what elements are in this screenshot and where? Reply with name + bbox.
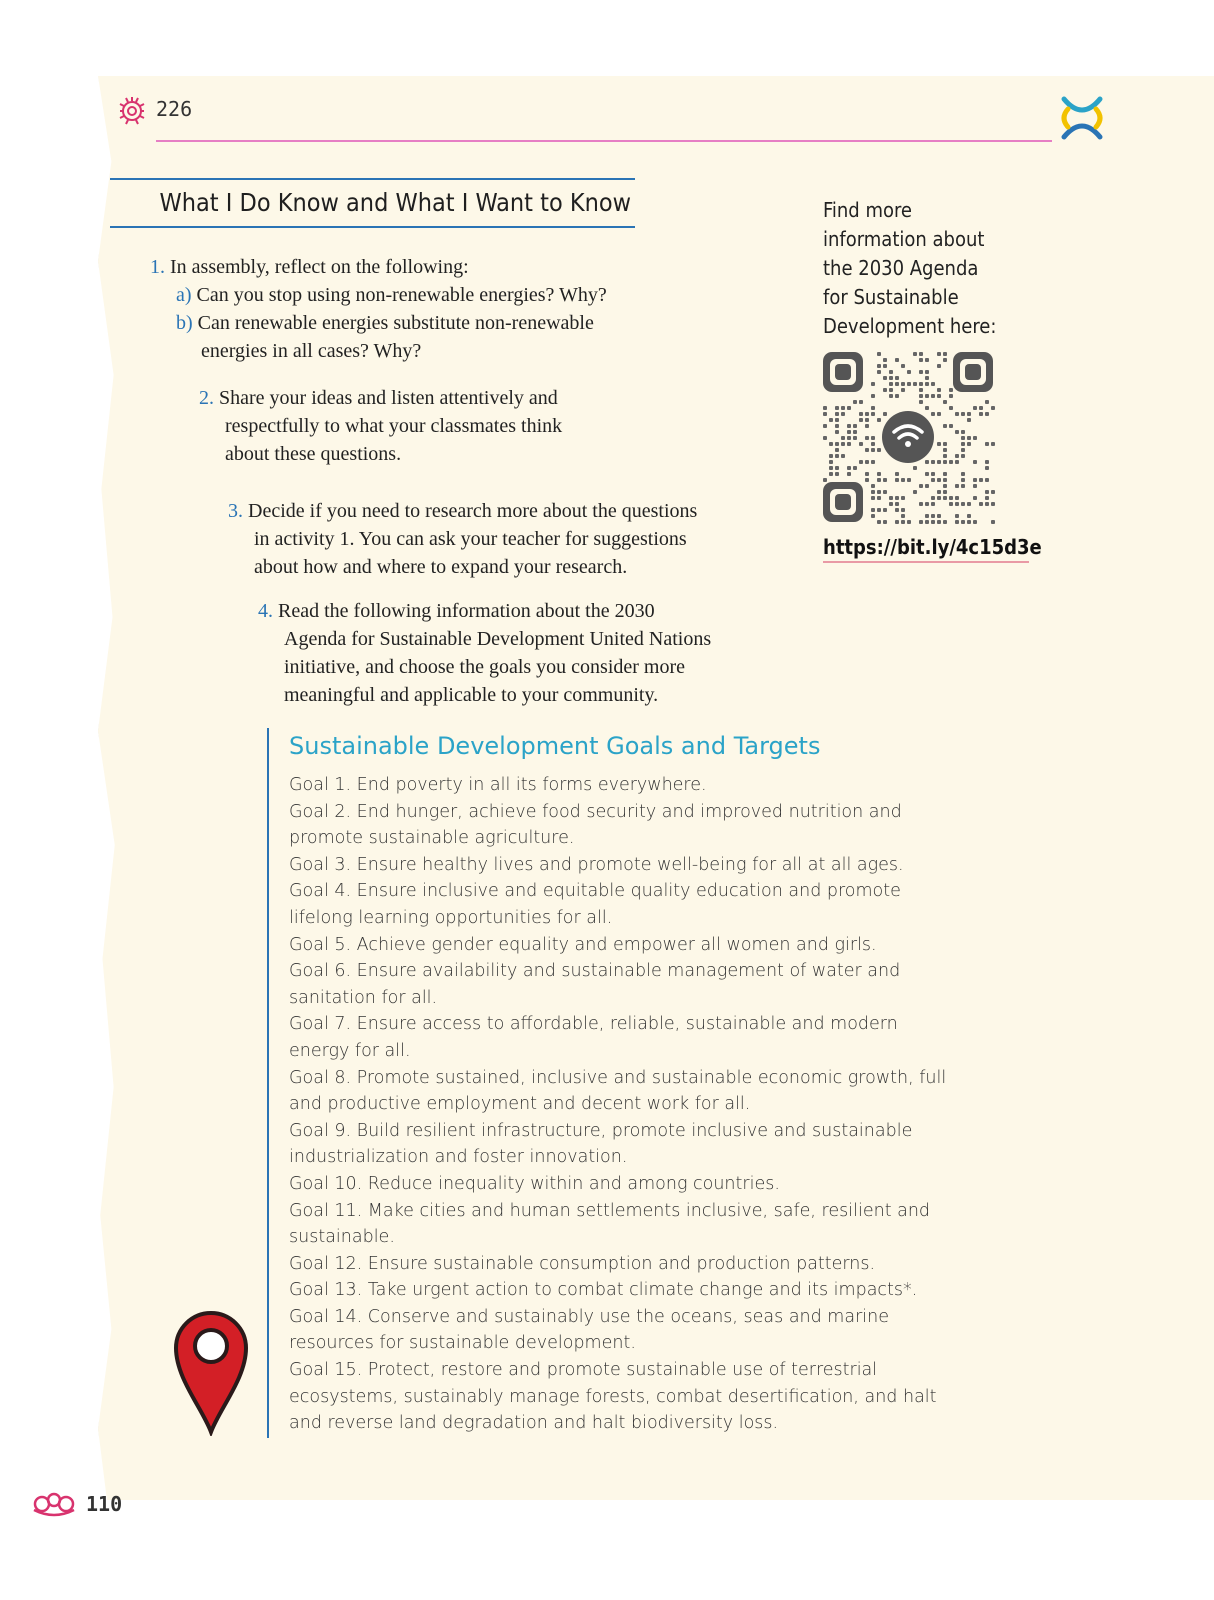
question-number: 4. (258, 600, 273, 622)
question-number: 2. (199, 387, 214, 409)
goal-line: Goal 12. Ensure sustainable consumption and production patterns. (289, 1253, 876, 1274)
goal-line: Goal 6. Ensure availability and sustainable management of water and (289, 961, 901, 982)
goal-line: Goal 10. Reduce inequality within and among countries. (289, 1173, 780, 1194)
subitem-b: b) Can renewable energies substitute non-renewable (176, 312, 594, 334)
question-text: In assembly, reflect on the following: (170, 256, 469, 278)
question-1 (150, 253, 670, 365)
section-heading-box (110, 178, 635, 228)
goal-line: and reverse land degradation and halt biodiversity loss. (289, 1413, 779, 1434)
qr-code-icon[interactable] (821, 350, 995, 524)
question-number: 1. (150, 256, 165, 278)
header-rule (156, 140, 1052, 142)
goals-title: Sustainable Development Goals and Targets (289, 732, 821, 760)
map-pin-icon (172, 1308, 250, 1436)
section-title: What I Do Know and What I Want to Know (159, 188, 631, 217)
aztec-sun-icon (118, 96, 146, 126)
decorative-ornament-icon (32, 1490, 76, 1518)
goal-line: ecosystems, sustainably manage forests, combat desertification, and halt (289, 1386, 937, 1407)
goal-line: energy for all. (289, 1040, 411, 1061)
goal-line: Goal 11. Make cities and human settlements inclusive, safe, resilient and (289, 1200, 931, 1221)
question-3: 3. Decide if you need to research more about the questions in activity 1. You can ask your teacher for suggestions about how and where to expand your research. (228, 500, 698, 578)
goal-line: sustainable. (289, 1227, 395, 1248)
goal-line: Goal 13. Take urgent action to combat climate change and its impacts*. (289, 1280, 918, 1301)
question-number: 3. (228, 500, 243, 522)
subitem-a: a) Can you stop using non-renewable energies? Why? (176, 284, 607, 306)
sidebar-note: Find more information about the 2030 Agenda for Sustainable Development here: (823, 198, 997, 338)
goal-line: Goal 5. Achieve gender equality and empower all women and girls. (289, 934, 877, 955)
question-2: 2. Share your ideas and listen attentively and respectfully to what your classmates think about these questions. (199, 387, 563, 465)
subitem-b-continued: energies in all cases? Why? (201, 340, 422, 362)
goal-line: Goal 2. End hunger, achieve food security and improved nutrition and (289, 801, 902, 822)
qr-link[interactable]: https://bit.ly/4c15d3e (823, 535, 1029, 563)
question-4: 4. Read the following information about the 2030 Agenda for Sustainable Development United Nations initiative, and choose the goals you consider more meaningful and applicable to your community. (258, 600, 712, 706)
goal-line: sanitation for all. (289, 987, 438, 1008)
goal-line: Goal 8. Promote sustained, inclusive and sustainable economic growth, full (289, 1067, 947, 1088)
goal-line: promote sustainable agriculture. (289, 828, 575, 849)
goal-line: Goal 1. End poverty in all its forms everywhere. (289, 775, 707, 795)
goal-line: Goal 7. Ensure access to affordable, reliable, sustainable and modern (289, 1014, 898, 1035)
goal-line: Goal 3. Ensure healthy lives and promote well-being for all at all ages. (289, 854, 904, 875)
goals-panel (267, 728, 989, 1438)
goal-line: Goal 9. Build resilient infrastructure, promote inclusive and sustainable (289, 1120, 913, 1141)
goal-line: lifelong learning opportunities for all. (289, 907, 613, 928)
goal-line: Goal 15. Protect, restore and promote sustainable use of terrestrial (289, 1360, 878, 1381)
goal-line: Goal 14. Conserve and sustainably use the oceans, seas and marine (289, 1306, 889, 1327)
book-logo-icon (1058, 93, 1106, 143)
goal-line: industrialization and foster innovation. (289, 1147, 628, 1168)
header-page-number: 226 (156, 97, 193, 121)
goal-line: resources for sustainable development. (289, 1333, 636, 1354)
footer-page-number: 110 (86, 1492, 123, 1516)
goal-line: and productive employment and decent work for all. (289, 1094, 751, 1115)
goal-line: Goal 4. Ensure inclusive and equitable quality education and promote (289, 881, 901, 902)
goals-list (289, 772, 979, 1437)
